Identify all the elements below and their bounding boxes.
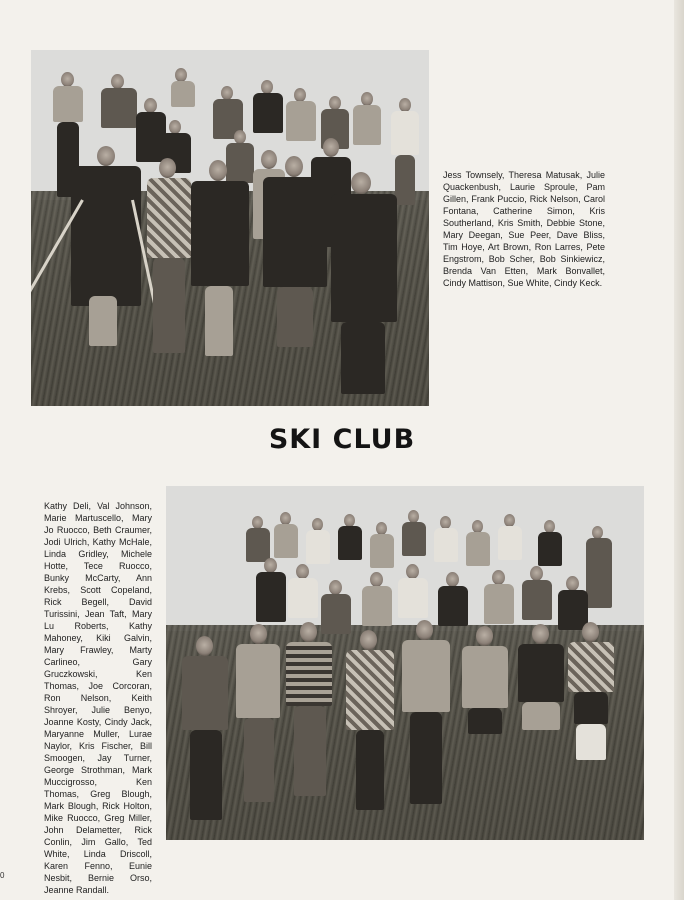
page-title: SKI CLUB: [268, 424, 416, 455]
caption-bottom-names: Kathy Deli, Val Johnson, Marie Martuscello, Mary Jo Ruocco, Beth Craumer, Jodi Ulrich, Kathy McHale, Linda Gridley, Michele Hotte, Tece Ruocco, Bunky McCarty, Ann Krebs, Scott Copeland, Rick Begell, David Turissini, Jean Taft, Mary Lu Roberts, Kathy Mahoney, Kiki Galvin, Mary Frawley, Marty Carlineo, Gary Gruczkowski, Ken Thomas, Joe Corcoran, Ron Nelson, Keith Shroyer, Julie Benyo, Joanne Kosty, Cindy Jack, Maryanne Muller, Lurae Naylor, Kris Fischer, Bill Smoogen, Jay Turner, George Strothman, Mark Muccigrosso, Ken Thomas, Greg Blough, Mark Blough, Rick Holton, Mike Ruocco, Greg Miller, John Delametter, Rick Conlin, Jim Gallo, Ted White, Linda Driscoll, Karen Fenno, Eunie Nesbit, Bernie Orso, Jeanne Randall.: [44, 501, 152, 895]
caption-top-names: Jess Townsely, Theresa Matusak, Julie Quackenbush, Laurie Sproule, Pam Gillen, Frank Puccio, Rick Nelson, Carol Fontana, Catherine Simon, Kris Southerland, Kris Smith, Debbie Stone, Mary Deegan, Sue Peer, Dave Bliss, Tim Hoye, Art Brown, Ron Larres, Pete Engstrom, Bob Scher, Bob Sinkiewicz, Brenda Van Etten, Mark Bonvallet, Cindy Mattison, Sue White, Cindy Keck.: [443, 170, 605, 288]
group-photo-bottom: [166, 486, 644, 840]
page-number: 0: [0, 871, 5, 880]
group-photo-top: [31, 50, 429, 406]
